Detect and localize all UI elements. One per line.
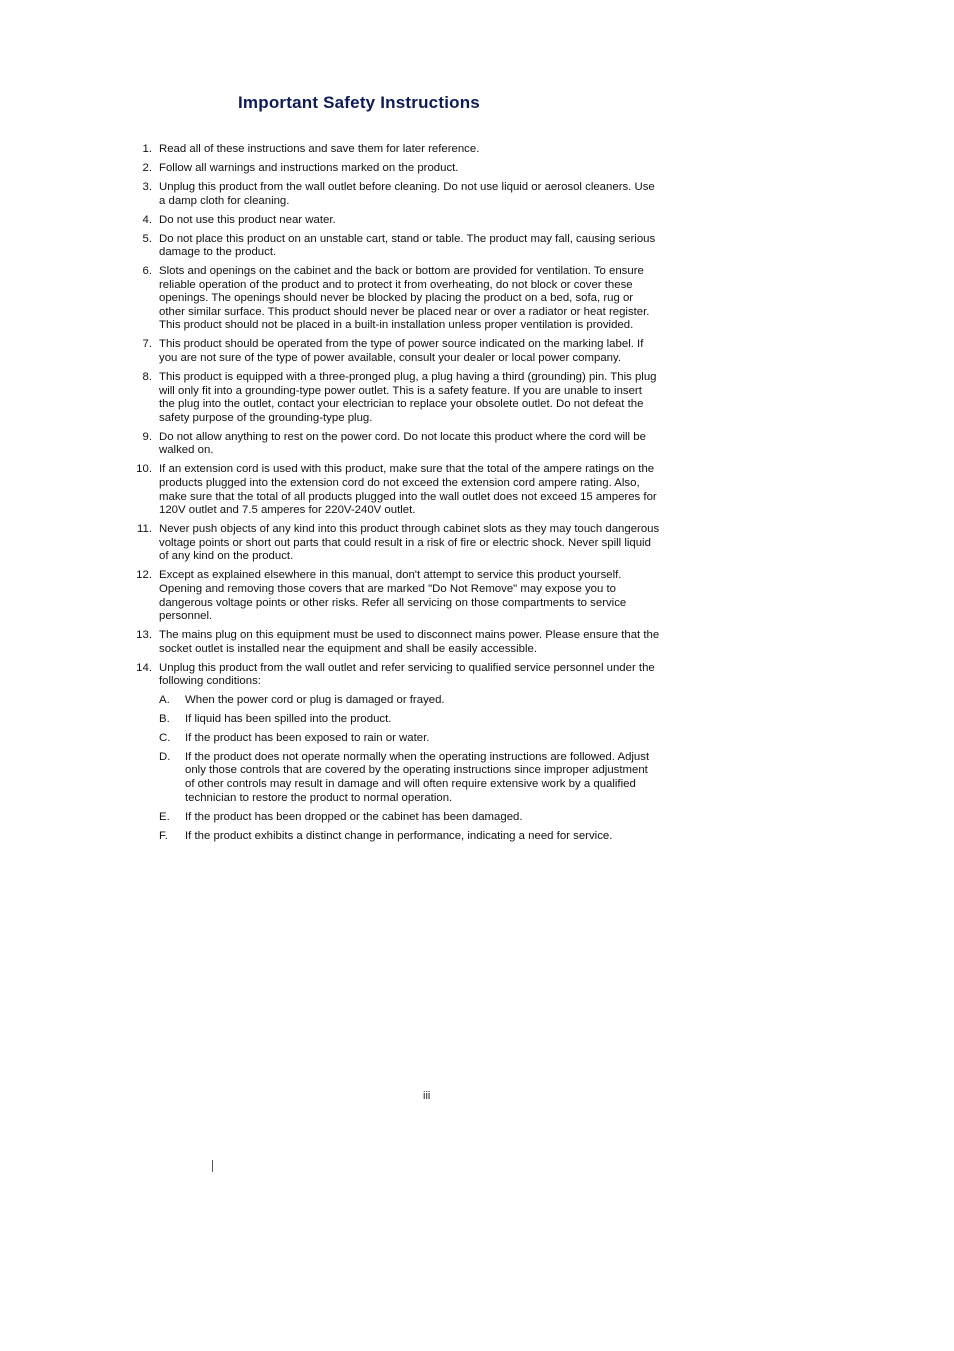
instruction-text: Do not use this product near water. xyxy=(159,213,336,226)
instruction-item-3 xyxy=(130,181,660,208)
instruction-number: 7. xyxy=(142,338,152,351)
instruction-text: Read all of these instructions and save them for later reference. xyxy=(159,143,480,155)
condition-letter: A. xyxy=(159,693,170,706)
instruction-number: 5. xyxy=(142,232,152,245)
condition-item-d xyxy=(159,751,660,805)
instruction-text: The mains plug on this equipment must be used to disconnect mains power. Please ensure that the socket outlet is installed near the equipment and shall be easily accessible. xyxy=(159,629,660,655)
instruction-item-5 xyxy=(130,233,660,260)
instruction-item-7 xyxy=(130,338,660,365)
instruction-item-8 xyxy=(130,371,660,425)
instruction-item-4 xyxy=(130,214,660,228)
safety-instructions-list xyxy=(130,143,660,849)
instruction-number: 8. xyxy=(142,371,152,384)
instruction-text: This product should be operated from the type of power source indicated on the marking label. If you are not sure of the type of power available, consult your dealer or local power company. xyxy=(159,338,644,365)
instruction-text: Never push objects of any kind into this product through cabinet slots as they may touch dangerous voltage points or short out parts that could result in a risk of fire or electric shock. Never spill liquid of any kind on the product. xyxy=(159,523,660,563)
instruction-number: 14. xyxy=(136,661,152,674)
condition-text: If the product has been dropped or the cabinet has been damaged. xyxy=(185,810,523,823)
instruction-item-6 xyxy=(130,265,660,333)
page-title: Important Safety Instructions xyxy=(238,93,480,112)
condition-text: When the power cord or plug is damaged or frayed. xyxy=(185,693,445,706)
instruction-number: 13. xyxy=(136,629,152,642)
instruction-item-9 xyxy=(130,431,660,458)
instruction-text: Follow all warnings and instructions marked on the product. xyxy=(159,161,459,174)
condition-text: If liquid has been spilled into the product. xyxy=(185,712,392,725)
instruction-number: 6. xyxy=(142,265,152,278)
instruction-number: 9. xyxy=(142,430,152,443)
condition-item-f xyxy=(159,830,660,844)
instruction-text: If an extension cord is used with this product, make sure that the total of the ampere ratings on the products plugged into the extension cord do not exceed the extension cord ampere rating. Also, make sure that the total of all products plugged into the wall outlet does not exceed 15 amperes for 120V outlet and 7.5 amperes for 220V-240V outlet. xyxy=(159,463,657,517)
instruction-text: Except as explained elsewhere in this manual, don't attempt to service this product yourself. Opening and removing those covers that are marked "Do Not Remove" may expose you to dangerous voltage points or other risks. Refer all servicing on those compartments to service personnel. xyxy=(159,569,627,623)
instruction-item-1 xyxy=(130,143,660,157)
condition-letter: E. xyxy=(159,810,170,823)
instruction-item-11 xyxy=(130,523,660,564)
page-number: iii xyxy=(423,1090,431,1102)
condition-text: If the product has been exposed to rain or water. xyxy=(185,731,430,744)
instruction-item-10 xyxy=(130,463,660,517)
instruction-text: Unplug this product from the wall outlet before cleaning. Do not use liquid or aerosol cleaners. Use a damp cloth for cleaning. xyxy=(159,180,655,207)
instruction-text: Do not allow anything to rest on the power cord. Do not locate this product where the cord will be walked on. xyxy=(159,430,646,457)
service-conditions-list xyxy=(159,694,660,843)
instruction-text: Unplug this product from the wall outlet and refer servicing to qualified service personnel under the following conditions: xyxy=(159,661,655,688)
instruction-item-14 xyxy=(130,662,660,843)
condition-text: If the product exhibits a distinct change in performance, indicating a need for service. xyxy=(185,829,613,842)
instruction-item-12 xyxy=(130,569,660,623)
instruction-text: Slots and openings on the cabinet and the back or bottom are provided for ventilation. To ensure reliable operation of the product and to protect it from overheating, do not block or cover these openings. The openings should never be blocked by placing the product on a bed, sofa, rug or other similar surface. This product should never be placed near or over a radiator or heat register. This product should not be placed in a built-in installation unless proper ventilation is provided. xyxy=(159,265,650,332)
instruction-number: 2. xyxy=(142,161,152,174)
condition-text: If the product does not operate normally when the operating instructions are followed. Adjust only those controls that are covered by the operating instructions since improper adjustment of other controls may result in damage and will often require extensive work by a qualified technician to restore the product to normal operation. xyxy=(185,750,650,804)
instruction-text: This product is equipped with a three-pronged plug, a plug having a third (grounding) pin. This plug will only fit into a grounding-type power outlet. This is a safety feature. If you are unable to insert the plug into the outlet, contact your electrician to replace your obsolete outlet. Do not defeat the safety purpose of the grounding-type plug. xyxy=(159,371,657,424)
condition-item-a xyxy=(159,694,660,708)
scan-edge-mark xyxy=(212,1160,213,1172)
condition-letter: C. xyxy=(159,731,171,744)
instruction-number: 10. xyxy=(136,463,152,476)
condition-letter: B. xyxy=(159,712,170,725)
instruction-number: 1. xyxy=(142,143,152,155)
condition-letter: F. xyxy=(159,829,168,842)
condition-item-e xyxy=(159,811,660,825)
instruction-number: 4. xyxy=(142,213,152,226)
condition-letter: D. xyxy=(159,750,171,763)
instruction-number: 3. xyxy=(142,180,152,193)
condition-item-c xyxy=(159,732,660,746)
instruction-text: Do not place this product on an unstable cart, stand or table. The product may fall, causing serious damage to the product. xyxy=(159,232,656,259)
instruction-number: 11. xyxy=(137,523,152,536)
instruction-item-2 xyxy=(130,162,660,176)
instruction-item-13 xyxy=(130,629,660,656)
instruction-number: 12. xyxy=(136,569,152,582)
condition-item-b xyxy=(159,713,660,727)
